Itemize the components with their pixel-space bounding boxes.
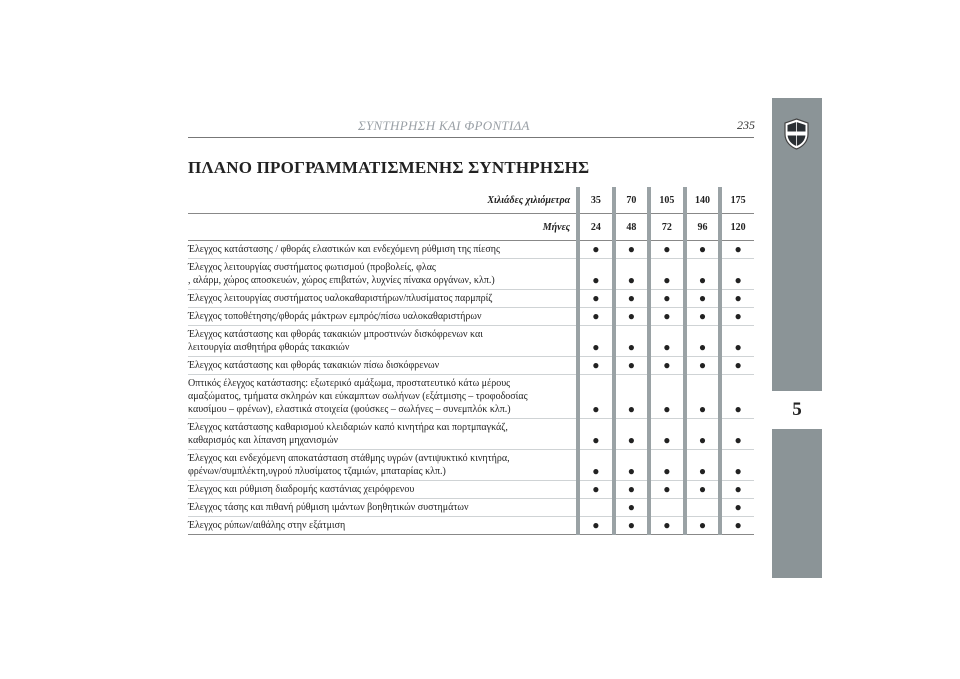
check-mark: ● <box>580 308 612 326</box>
check-mark: ● <box>580 241 612 259</box>
check-mark: ● <box>722 481 754 499</box>
km-value: 140 <box>687 187 719 214</box>
check-mark: ● <box>687 375 719 419</box>
schedule-item-text: Έλεγχος λειτουργίας συστήματος υαλοκαθαριστήρων/πλυσίματος παρμπρίζ <box>188 290 576 308</box>
page-title: ΠΛΑΝΟ ΠΡΟΓΡΑΜΜΑΤΙΣΜΕΝΗΣ ΣΥΝΤΗΡΗΣΗΣ <box>188 158 590 177</box>
months-value: 120 <box>722 214 754 241</box>
check-mark: ● <box>580 450 612 481</box>
check-mark: ● <box>722 308 754 326</box>
check-mark: ● <box>580 259 612 290</box>
check-mark: ● <box>580 517 612 535</box>
schedule-item-text: Έλεγχος και ρύθμιση διαδρομής καστάνιας χειρόφρενου <box>188 481 576 499</box>
check-mark: ● <box>580 326 612 357</box>
km-value: 105 <box>651 187 683 214</box>
check-mark: ● <box>580 481 612 499</box>
schedule-item-text: Έλεγχος ρύπων/αιθάλης στην εξάτμιση <box>188 517 576 535</box>
check-mark: ● <box>616 375 648 419</box>
check-mark: ● <box>616 450 648 481</box>
schedule-item-text: Έλεγχος τοποθέτησης/φθοράς μάκτρων εμπρός/πίσω υαλοκαθαριστήρων <box>188 308 576 326</box>
chapter-tab-current[interactable] <box>772 390 822 430</box>
check-mark: ● <box>651 375 683 419</box>
schedule-row <box>188 499 754 517</box>
check-mark <box>687 499 719 517</box>
header-rule <box>188 137 754 138</box>
schedule-row <box>188 419 754 450</box>
check-mark: ● <box>687 481 719 499</box>
check-mark: ● <box>722 241 754 259</box>
check-mark: ● <box>580 290 612 308</box>
months-value: 24 <box>580 214 612 241</box>
check-mark: ● <box>580 375 612 419</box>
check-mark: ● <box>722 419 754 450</box>
check-mark: ● <box>687 241 719 259</box>
check-mark: ● <box>651 419 683 450</box>
schedule-row <box>188 290 754 308</box>
check-mark: ● <box>722 290 754 308</box>
months-value: 72 <box>651 214 683 241</box>
check-mark: ● <box>651 481 683 499</box>
schedule-item-text: Έλεγχος λειτουργίας συστήματος φωτισμού (προβολείς, φλας , αλάρμ, χώρος αποσκευών, χώρος επιβατών, λυχνίες πίνακα οργάνων, κλπ.) <box>188 259 576 290</box>
check-mark: ● <box>580 357 612 375</box>
schedule-item-text: Έλεγχος κατάστασης και φθοράς τακακιών μπροστινών δισκόφρενων και λειτουργία αισθητήρα φθοράς τακακιών <box>188 326 576 357</box>
check-mark: ● <box>687 450 719 481</box>
check-mark: ● <box>722 326 754 357</box>
check-mark: ● <box>651 308 683 326</box>
check-mark: ● <box>687 308 719 326</box>
months-value: 96 <box>687 214 719 241</box>
schedule-row <box>188 375 754 419</box>
check-mark: ● <box>687 326 719 357</box>
months-label: Μήνες <box>188 214 576 241</box>
chapter-number: 5 <box>792 399 802 420</box>
check-mark: ● <box>616 499 648 517</box>
schedule-row <box>188 450 754 481</box>
check-mark: ● <box>722 357 754 375</box>
chapter-side-tab <box>772 98 822 578</box>
km-value: 175 <box>722 187 754 214</box>
km-value: 70 <box>616 187 648 214</box>
schedule-row <box>188 308 754 326</box>
km-header-row <box>188 187 754 214</box>
schedule-row <box>188 241 754 259</box>
schedule-row <box>188 259 754 290</box>
check-mark <box>580 499 612 517</box>
check-mark: ● <box>616 481 648 499</box>
check-mark: ● <box>722 259 754 290</box>
check-mark: ● <box>616 326 648 357</box>
check-mark: ● <box>722 499 754 517</box>
check-mark: ● <box>616 308 648 326</box>
check-mark: ● <box>651 259 683 290</box>
check-mark: ● <box>651 326 683 357</box>
check-mark: ● <box>616 517 648 535</box>
check-mark: ● <box>651 241 683 259</box>
check-mark: ● <box>580 419 612 450</box>
km-value: 35 <box>580 187 612 214</box>
check-mark: ● <box>616 419 648 450</box>
months-header-row <box>188 214 754 241</box>
schedule-item-text: Έλεγχος κατάστασης / φθοράς ελαστικών και ενδεχόμενη ρύθμιση της πίεσης <box>188 241 576 259</box>
schedule-item-text: Έλεγχος κατάστασης καθαρισμού κλειδαριών καπό κινητήρα και πορτμπαγκάζ, καθαρισμός και λίπανση μηχανισμών <box>188 419 576 450</box>
schedule-item-text: Έλεγχος και ενδεχόμενη αποκατάσταση στάθμης υγρών (αντιψυκτικό κινητήρα, φρένων/συμπλέκτη,υγρού πλυσίματος τζαμιών, μπαταρίας κλπ.) <box>188 450 576 481</box>
check-mark: ● <box>687 259 719 290</box>
schedule-row <box>188 357 754 375</box>
check-mark: ● <box>687 517 719 535</box>
maintenance-schedule-table <box>188 187 754 535</box>
schedule-item-text: Οπτικός έλεγχος κατάστασης: εξωτερικό αμάξωμα, προστατευτικό κάτω μέρους αμαξώματος, τμήματα σκληρών και εύκαμπτων σωλήνων (εξάτμισης – τροφοδοσίας καυσίμου – φρένων), ελαστικά στοιχεία (φούσκες – σωλήνες – συνεμπλόκ κλπ.) <box>188 375 576 419</box>
check-mark: ● <box>616 357 648 375</box>
page-number: 235 <box>737 118 755 132</box>
schedule-item-text: Έλεγχος κατάστασης και φθοράς τακακιών πίσω δισκόφρενων <box>188 357 576 375</box>
months-value: 48 <box>616 214 648 241</box>
schedule-row <box>188 481 754 499</box>
check-mark: ● <box>616 241 648 259</box>
check-mark: ● <box>651 290 683 308</box>
running-header-title: ΣΥΝΤΗΡΗΣΗ ΚΑΙ ΦΡΟΝΤΙΔΑ <box>358 118 530 133</box>
km-label: Χιλιάδες χιλιόμετρα <box>188 187 576 214</box>
check-mark: ● <box>651 357 683 375</box>
check-mark: ● <box>651 450 683 481</box>
schedule-item-text: Έλεγχος τάσης και πιθανή ρύθμιση ιμάντων βοηθητικών συστημάτων <box>188 499 576 517</box>
check-mark: ● <box>687 419 719 450</box>
check-mark: ● <box>687 357 719 375</box>
check-mark: ● <box>651 517 683 535</box>
schedule-row <box>188 326 754 357</box>
check-mark: ● <box>687 290 719 308</box>
check-mark: ● <box>722 375 754 419</box>
check-mark <box>651 499 683 517</box>
check-mark: ● <box>616 259 648 290</box>
lancia-shield-icon <box>783 118 810 150</box>
check-mark: ● <box>722 450 754 481</box>
check-mark: ● <box>616 290 648 308</box>
schedule-row <box>188 517 754 535</box>
check-mark: ● <box>722 517 754 535</box>
